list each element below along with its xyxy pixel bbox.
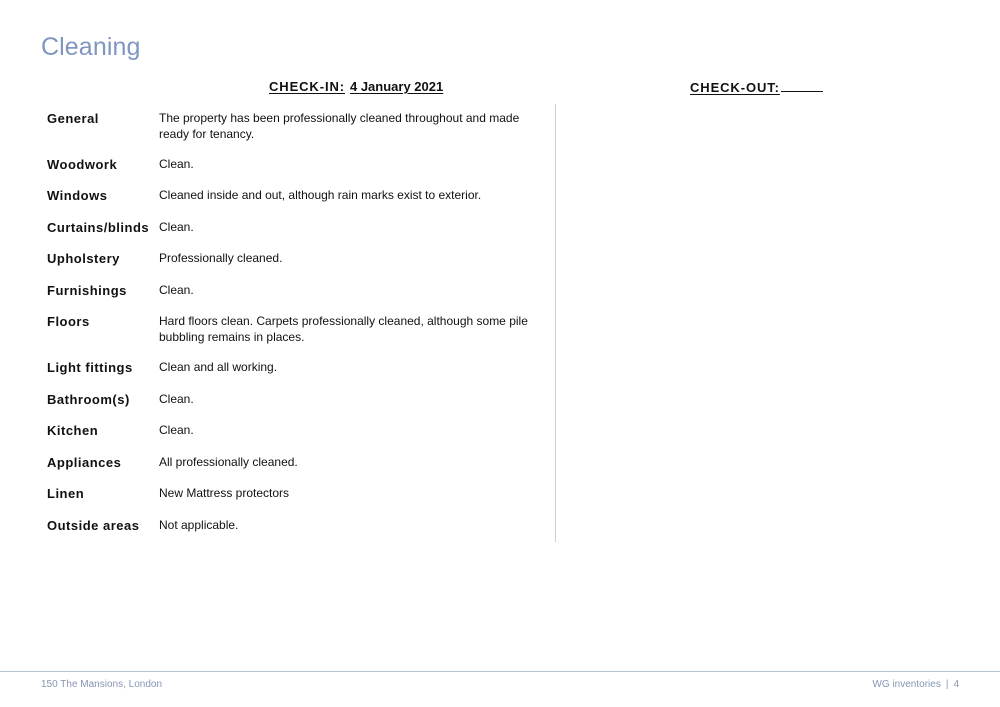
item-value: Hard floors clean. Carpets professionally cleaned, although some pile bubbling remains in places. bbox=[159, 314, 528, 344]
item-label: Bathroom(s) bbox=[47, 392, 130, 407]
item-label: Upholstery bbox=[47, 251, 120, 266]
item-value: New Mattress protectors bbox=[159, 486, 290, 500]
item-value: The property has been professionally cleaned throughout and made ready for tenancy. bbox=[159, 111, 520, 141]
footer-company-page bbox=[872, 679, 959, 690]
item-label: Floors bbox=[47, 314, 90, 329]
item-label: Light fittings bbox=[47, 360, 133, 375]
item-value: Clean. bbox=[159, 423, 194, 437]
checkin-date: 4 January 2021 bbox=[349, 79, 444, 94]
item-label: Appliances bbox=[47, 455, 122, 470]
checkin-header bbox=[269, 79, 443, 94]
item-value: Clean and all working. bbox=[159, 360, 278, 374]
item-label: General bbox=[47, 111, 99, 126]
footer-company: WG inventories bbox=[872, 679, 941, 690]
checkout-label: CHECK-OUT: bbox=[690, 80, 780, 95]
item-label: Windows bbox=[47, 188, 108, 203]
footer-address: 150 The Mansions, London bbox=[41, 679, 163, 690]
item-value: Clean. bbox=[159, 157, 194, 171]
item-label: Kitchen bbox=[47, 423, 99, 438]
checkin-label: CHECK-IN: bbox=[269, 79, 345, 94]
item-label: Woodwork bbox=[47, 157, 118, 172]
page-number: 4 bbox=[953, 679, 959, 690]
item-value: Clean. bbox=[159, 283, 194, 297]
checkout-date-blank bbox=[781, 79, 823, 92]
footer-separator: | bbox=[945, 679, 949, 690]
item-label: Linen bbox=[47, 486, 85, 501]
footer-divider bbox=[0, 671, 1000, 672]
item-value: Clean. bbox=[159, 220, 194, 234]
item-label: Curtains/blinds bbox=[47, 220, 150, 235]
item-label: Outside areas bbox=[47, 518, 140, 533]
item-value: All professionally cleaned. bbox=[159, 455, 298, 469]
item-label: Furnishings bbox=[47, 283, 127, 298]
item-value: Professionally cleaned. bbox=[159, 251, 283, 265]
item-value: Clean. bbox=[159, 392, 194, 406]
page-title: Cleaning bbox=[41, 33, 141, 61]
item-value: Cleaned inside and out, although rain marks exist to exterior. bbox=[159, 188, 482, 202]
column-divider bbox=[555, 104, 556, 542]
checkout-header bbox=[690, 79, 823, 95]
item-value: Not applicable. bbox=[159, 518, 239, 532]
